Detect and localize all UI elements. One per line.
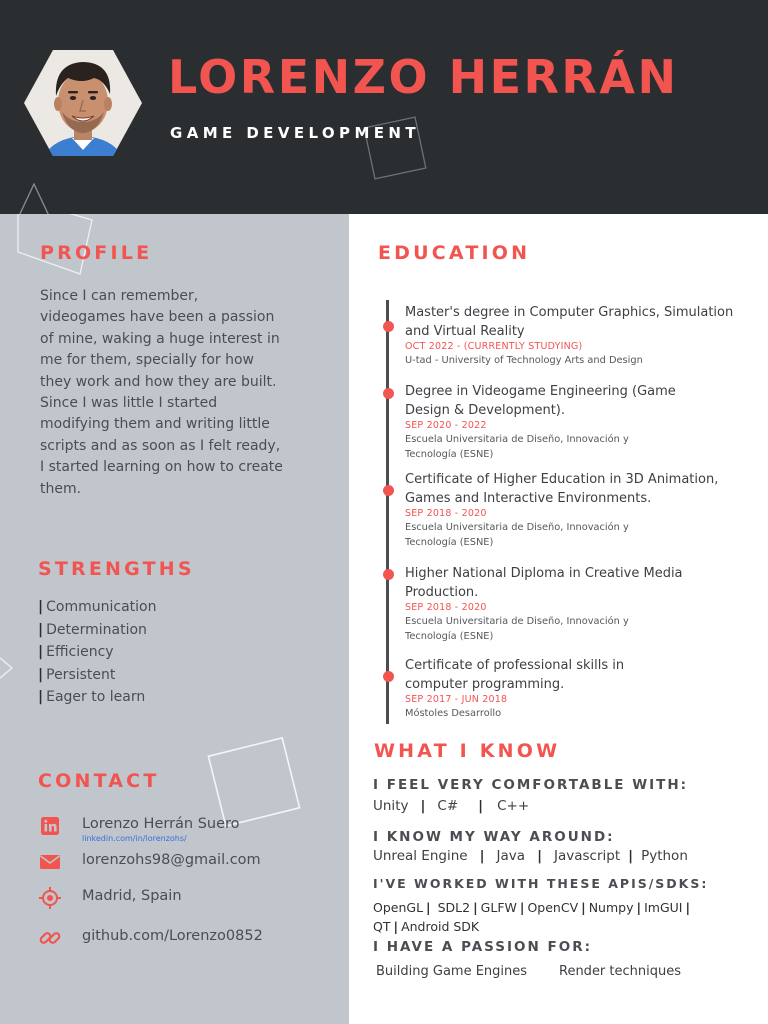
skill-item: ImGUI <box>644 900 683 915</box>
contact-title: CONTACT <box>38 770 160 792</box>
education-title-text: Higher National Diploma in Creative Media Production. <box>405 566 683 600</box>
avatar <box>24 50 142 156</box>
passion-item: Building Game Engines <box>376 964 528 979</box>
education-title-text: Master's degree in Computer Graphics, Simulation and Virtual Reality <box>405 305 734 339</box>
education-date: SEP 2020 - 2022 <box>405 420 487 431</box>
passion-heading: I HAVE A PASSION FOR: <box>373 939 593 955</box>
strengths-title: STRENGTHS <box>38 558 195 580</box>
linkedin-url[interactable]: linkedin.com/in/lorenzohs/ <box>82 834 187 843</box>
apis-list: OpenGL | SDL2 | GLFW | OpenCV | Numpy | ImGUI | QT | Android SDK <box>373 900 691 934</box>
education-item <box>405 565 705 644</box>
link-icon <box>38 926 62 950</box>
education-item <box>405 383 705 462</box>
education-institution: U-tad - University of Technology Arts and Design <box>405 355 643 366</box>
timeline-dot <box>383 388 394 399</box>
skill-item: Javascript <box>554 848 621 864</box>
education-institution: Móstoles Desarrollo <box>405 708 502 719</box>
skill-item: Unity <box>373 798 409 814</box>
linkedin-name: Lorenzo Herrán Suero <box>82 816 240 832</box>
timeline-dot <box>383 321 394 332</box>
skill-item: Android SDK <box>401 919 480 934</box>
education-institution: Escuela Universitaria de Diseño, Innovación y Tecnología (ESNE) <box>405 616 629 642</box>
decorative-triangle <box>14 180 64 214</box>
skill-item: C# <box>437 798 459 814</box>
education-title-text: Certificate of Higher Education in 3D Animation, Games and Interactive Environments. <box>405 472 719 506</box>
timeline-dot <box>383 485 394 496</box>
skill-item: OpenCV <box>527 900 579 915</box>
strengths-list <box>38 596 156 709</box>
education-date: SEP 2018 - 2020 <box>405 508 487 519</box>
list-item: | Efficiency <box>38 644 114 660</box>
education-title-text: Degree in Videogame Engineering (Game Design & Development). <box>405 384 676 418</box>
decorative-square <box>355 108 435 188</box>
candidate-name: LORENZO HERRÁN <box>168 50 679 104</box>
comfortable-list: Unity | C# | C++ <box>373 798 530 814</box>
email-icon <box>38 850 62 874</box>
profile-text: Since I can remember, videogames have been a passion of mine, waking a huge interest in me for them, specially for how they work and how they are built. Since I was little I started modifying them and writing little scripts and as soon as I felt ready, I started learning on how to create them. <box>40 288 283 497</box>
timeline-line <box>386 300 389 724</box>
apis-heading: I'VE WORKED WITH THESE APIS/SDKS: <box>373 876 709 891</box>
skill-item: Python <box>641 848 688 864</box>
skills-title: WHAT I KNOW <box>374 740 561 762</box>
list-item: | Communication <box>38 599 157 615</box>
decorative-triangle <box>0 654 20 684</box>
skill-item: Unreal Engine <box>373 848 468 864</box>
skill-item: Java <box>496 848 526 864</box>
education-title: EDUCATION <box>378 242 531 264</box>
location-text: Madrid, Spain <box>82 888 182 904</box>
timeline-dot <box>383 569 394 580</box>
candidate-role: GAME DEVELOPMENT <box>170 124 420 142</box>
education-institution: Escuela Universitaria de Diseño, Innovación y Tecnología (ESNE) <box>405 434 629 460</box>
skill-item: QT <box>373 919 391 934</box>
skill-item: OpenGL <box>373 900 424 915</box>
education-title-text: Certificate of professional skills in computer programming. <box>405 658 625 692</box>
list-item: | Eager to learn <box>38 689 146 705</box>
education-institution: Escuela Universitaria de Diseño, Innovación y Tecnología (ESNE) <box>405 522 629 548</box>
around-heading: I KNOW MY WAY AROUND: <box>373 829 615 845</box>
around-list: Unreal Engine | Java | Javascript | Python <box>373 848 688 864</box>
education-item <box>405 471 735 550</box>
email-address: lorenzohs98@gmail.com <box>82 852 261 868</box>
profile-title: PROFILE <box>40 242 153 264</box>
list-item: | Persistent <box>38 666 116 683</box>
comfortable-heading: I FEEL VERY COMFORTABLE WITH: <box>373 777 689 793</box>
timeline-dot <box>383 671 394 682</box>
skill-item: SDL2 <box>437 900 471 915</box>
header <box>0 0 768 214</box>
location-icon <box>38 886 62 910</box>
education-date: SEP 2017 - JUN 2018 <box>405 694 508 705</box>
education-item <box>405 657 645 721</box>
skill-item: Numpy <box>588 900 634 915</box>
skill-item: GLFW <box>480 900 517 915</box>
github-link: github.com/Lorenzo0852 <box>82 928 263 944</box>
linkedin-icon <box>38 814 62 838</box>
skill-item: C++ <box>497 798 530 814</box>
passion-item: Render techniques <box>559 964 682 979</box>
education-date: SEP 2018 - 2020 <box>405 602 487 613</box>
list-item: | Determination <box>38 621 147 638</box>
education-item <box>405 304 735 368</box>
main-column <box>349 214 768 1024</box>
sidebar <box>0 214 349 1024</box>
education-date: OCT 2022 - (CURRENTLY STUDYING) <box>405 341 583 352</box>
